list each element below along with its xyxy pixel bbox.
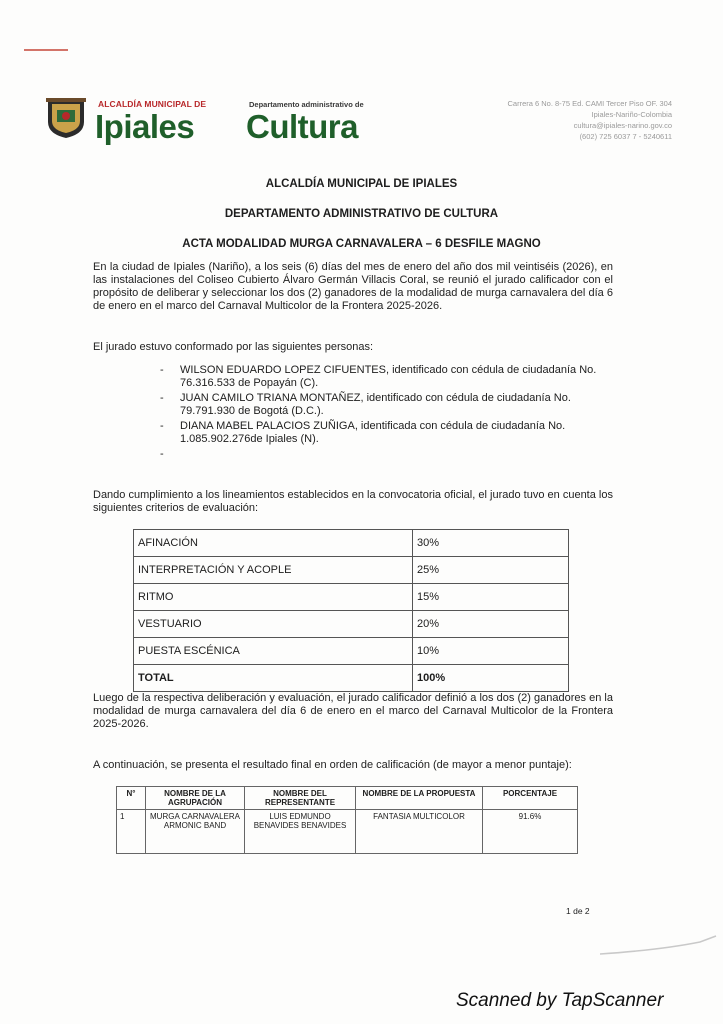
results-table	[116, 786, 578, 854]
col-header-percentage: PORCENTAJE	[483, 787, 578, 810]
scan-mark	[24, 49, 68, 51]
result-percentage: 91.6%	[483, 810, 578, 854]
result-proposal: FANTASIA MULTICOLOR	[356, 810, 483, 854]
table-row	[134, 638, 569, 665]
title-acta: ACTA MODALIDAD MURGA CARNAVALERA – 6 DESFILE MAGNO	[182, 238, 541, 250]
criterion-total-pct: 100%	[413, 665, 569, 692]
criterion-pct: 20%	[413, 611, 569, 638]
contact-block	[412, 98, 672, 142]
jury-list	[160, 364, 610, 448]
col-header-group: NOMBRE DE LA AGRUPACIÓN	[146, 787, 245, 810]
table-row	[134, 530, 569, 557]
contact-email: cultura@ipiales-narino.gov.co	[573, 121, 672, 130]
table-row	[134, 557, 569, 584]
jury-member: - DIANA MABEL PALACIOS ZUÑIGA, identificada con cédula de ciudadanía No. 1.085.902.276de Ipiales (N).	[160, 420, 610, 446]
criteria-intro: Dando cumplimiento a los lineamientos establecidos en la convocatoria oficial, el jurado tuvo en cuenta los siguientes criterios de evaluación:	[93, 489, 613, 514]
title-alcaldia: ALCALDÍA MUNICIPAL DE IPIALES	[265, 178, 458, 190]
results-intro: A continuación, se presenta el resultado final en orden de calificación (de mayor a menor puntaje):	[93, 759, 572, 771]
contact-address: Carrera 6 No. 8-75 Ed. CAMI Tercer Piso OF. 304	[507, 99, 672, 108]
brand-ipiales: Ipiales	[95, 108, 195, 145]
col-header-proposal: NOMBRE DE LA PROPUESTA	[356, 787, 483, 810]
criterion-pct: 15%	[413, 584, 569, 611]
result-representative: LUIS EDMUNDO BENAVIDES BENAVIDES	[245, 810, 356, 854]
criterion-pct: 10%	[413, 638, 569, 665]
table-row	[117, 810, 578, 854]
table-header-row	[117, 787, 578, 810]
page-number: 1 de 2	[566, 906, 590, 916]
jury-member: - WILSON EDUARDO LOPEZ CIFUENTES, identificado con cédula de ciudadanía No. 76.316.533 de Popayán (C).	[160, 364, 610, 390]
contact-city: Ipiales-Nariño-Colombia	[591, 110, 672, 119]
table-row-total	[134, 665, 569, 692]
alcaldia-label: ALCALDÍA MUNICIPAL DE	[98, 99, 207, 109]
jury-member: - JUAN CAMILO TRIANA MONTAÑEZ, identificado con cédula de ciudadanía No. 79.791.930 de Bogotá (D.C.).	[160, 392, 610, 418]
scanner-watermark: Scanned by TapScanner	[456, 990, 664, 1011]
deliberation-paragraph: Luego de la respectiva deliberación y evaluación, el jurado calificador definió a los dos (2) ganadores en la modalidad de murga carnavalera del día 6 de enero en el marco del Carnaval Multicolor de la Frontera 2025-2026.	[93, 692, 613, 730]
intro-paragraph: En la ciudad de Ipiales (Nariño), a los seis (6) días del mes de enero del año dos mil veintiséis (2026), en las instalaciones del Coliseo Cubierto Álvaro Germán Villacis Coral, se reunió el jurado calificador con el propósito de deliberar y seleccionar los dos (2) ganadores de la modalidad de murga carnavalera del día 6 de enero en el marco del Carnaval Multicolor de la Frontera 2025-2026.	[93, 261, 613, 312]
paper-edge-shadow	[600, 926, 720, 966]
dept-label: Departamento administrativo de	[249, 100, 364, 109]
col-header-representative: NOMBRE DEL REPRESENTANTE	[245, 787, 356, 810]
criterion-name: AFINACIÓN	[134, 530, 413, 557]
criterion-pct: 25%	[413, 557, 569, 584]
brand-cultura: Cultura	[246, 108, 358, 145]
criterion-name: VESTUARIO	[134, 611, 413, 638]
criteria-table	[133, 529, 569, 692]
criterion-pct: 30%	[413, 530, 569, 557]
result-group: MURGA CARNAVALERA ARMONIC BAND	[146, 810, 245, 854]
table-row	[134, 584, 569, 611]
criterion-name: PUESTA ESCÉNICA	[134, 638, 413, 665]
col-header-number: N°	[117, 787, 146, 810]
title-departamento: DEPARTAMENTO ADMINISTRATIVO DE CULTURA	[224, 208, 499, 220]
coat-of-arms-logo	[44, 96, 88, 140]
criterion-name: INTERPRETACIÓN Y ACOPLE	[134, 557, 413, 584]
criterion-total-name: TOTAL	[134, 665, 413, 692]
table-row	[134, 611, 569, 638]
contact-phone: (602) 725 6037 7 - 5240611	[579, 132, 672, 141]
jury-intro: El jurado estuvo conformado por las siguientes personas:	[93, 341, 374, 353]
result-number: 1	[117, 810, 146, 854]
criterion-name: RITMO	[134, 584, 413, 611]
